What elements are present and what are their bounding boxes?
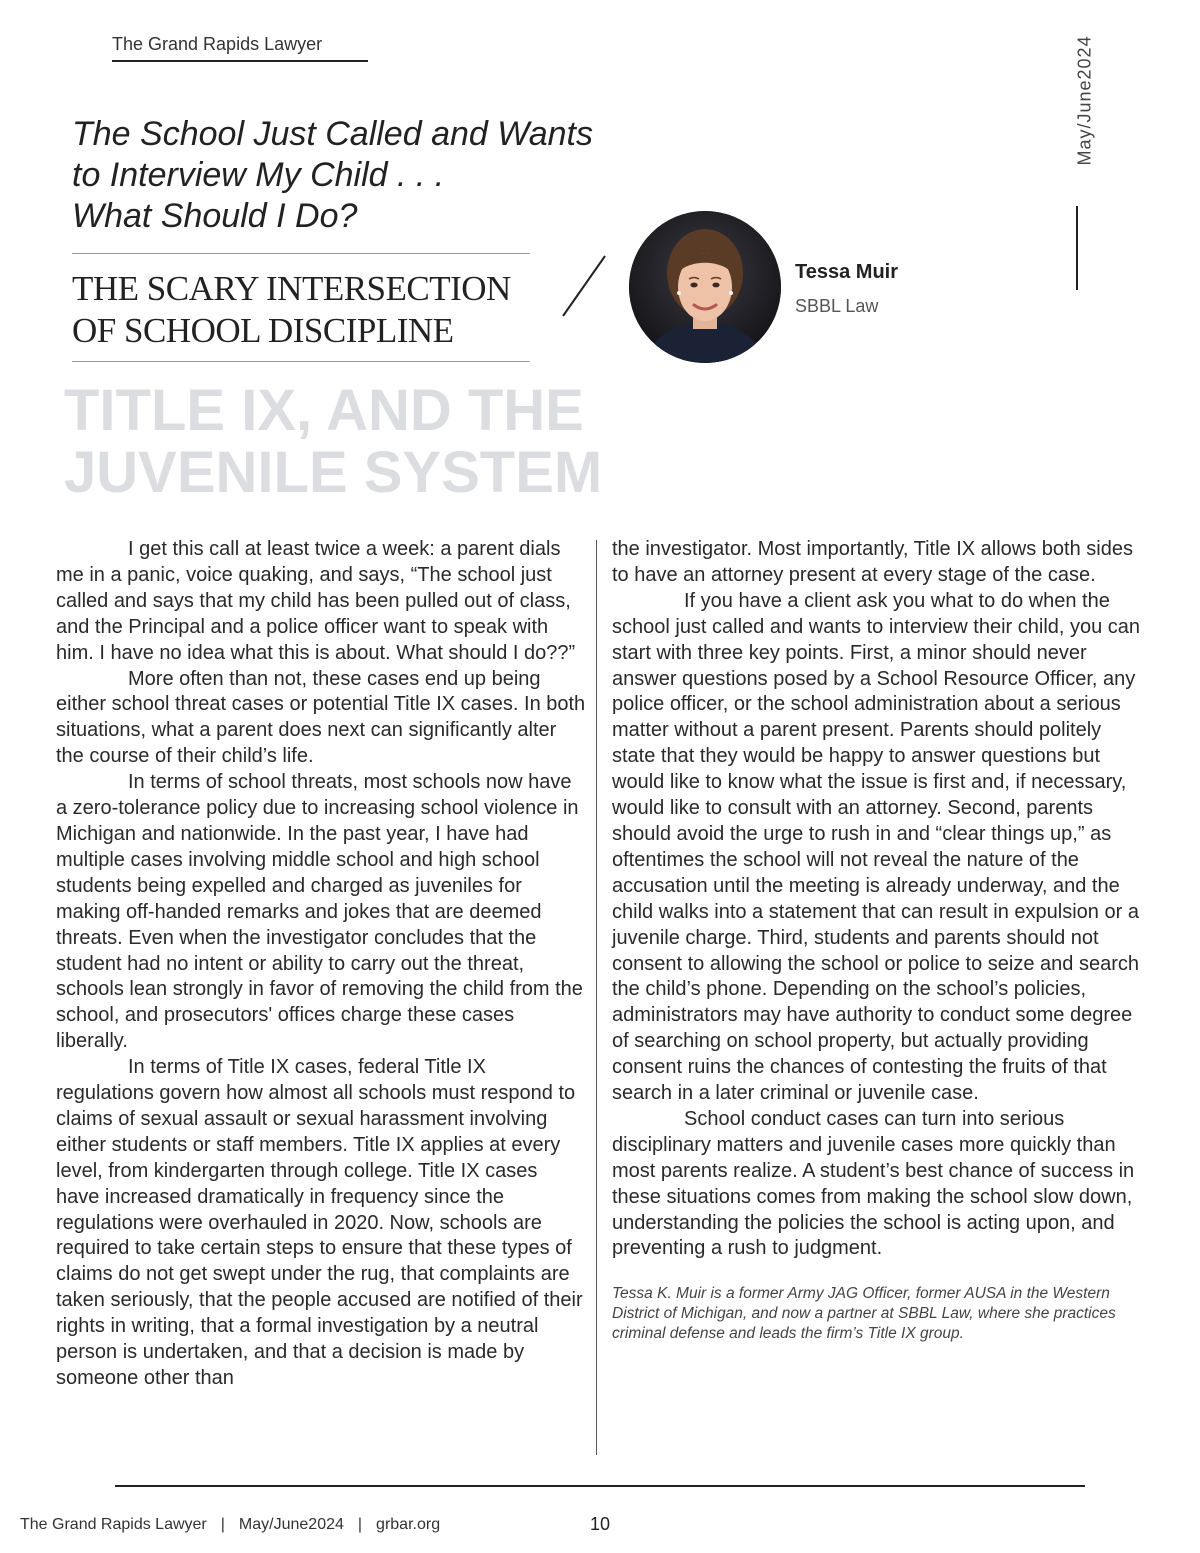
slash-divider-icon xyxy=(560,254,610,318)
body-paragraph: In terms of school threats, most schools now have a zero-tolerance policy due to increasing school violence in Michigan and nationwide. In the past year, I have had multiple cases involving middle school and high school students being expelled and charged as juveniles for making off-handed remarks and jokes that are deemed threats. Even when the investigator concludes that the student had no intent or ability to carry out the threat, schools lean strongly in favor of removing the child from the school, and prosecutors' offices charge these cases liberally. xyxy=(56,771,583,1053)
article-column-left xyxy=(56,537,586,1392)
ghost-heading-line: TITLE IX, AND THE xyxy=(64,378,584,443)
article-title xyxy=(72,114,612,237)
article-title-line: What Should I Do? xyxy=(72,197,358,235)
article-subtitle xyxy=(72,268,552,352)
footer-publication: The Grand Rapids Lawyer xyxy=(20,1516,207,1533)
article-subtitle-line: OF SCHOOL DISCIPLINE xyxy=(72,311,454,350)
body-paragraph: I get this call at least twice a week: a parent dials me in a panic, voice quaking, and says, “The school just called and says that my child has been pulled out of class, and the Principal and a police officer want to speak with him. I have no idea what this is about. What should I do??” xyxy=(56,538,576,664)
author-organization: SBBL Law xyxy=(795,296,879,316)
title-divider-top xyxy=(72,253,530,254)
body-paragraph: In terms of Title IX cases, federal Title IX regulations govern how almost all schools must respond to claims of sexual assault or sexual harassment involving either students or staff members. Title IX applies at every level, from kindergarten through college. Title IX cases have increased dramatically in frequency since the regulations were overhauled in 2020. Now, schools are required to take certain steps to ensure that these types of claims do not get swept under the rug, that complaints are taken seriously, that the people accused are notified of their rights in writing, that a formal investigation by a neutral person is undertaken, and that a decision is made by someone other than xyxy=(56,1056,583,1389)
footer-website-link[interactable]: grbar.org xyxy=(376,1516,441,1533)
header-publication-name: The Grand Rapids Lawyer xyxy=(112,34,323,54)
body-paragraph: School conduct cases can turn into serious disciplinary matters and juvenile cases more quickly than most parents realize. A student’s best chance of success in these situations comes from making the school slow down, understanding the policies the school is acting upon, and preventing a rush to judgment. xyxy=(612,1107,1135,1260)
article-title-line: The School Just Called and Wants xyxy=(72,115,593,153)
header-vertical-rule xyxy=(1076,206,1078,290)
page-number: 10 xyxy=(590,1514,611,1534)
footer-rule xyxy=(115,1485,1085,1487)
author-name: Tessa Muir xyxy=(795,261,898,283)
author-bio: Tessa K. Muir is a former Army JAG Officer, former AUSA in the Western District of Michigan, and now a partner at SBBL Law, where she practices criminal defense and leads the firm’s Title IX group. xyxy=(612,1285,1116,1343)
footer-separator: | xyxy=(357,1516,363,1533)
body-paragraph-continued: the investigator. Most importantly, Title IX allows both sides to have an attorney present at every stage of the case. xyxy=(612,538,1133,586)
ghost-heading-line: JUVENILE SYSTEM xyxy=(64,440,603,505)
article-subtitle-line: THE SCARY INTERSECTION xyxy=(72,269,511,308)
footer-separator: | xyxy=(220,1516,225,1533)
article-title-line: to Interview My Child . . . xyxy=(72,156,445,194)
ghost-heading xyxy=(64,380,624,504)
author-photo-icon xyxy=(629,211,781,363)
article-column-right xyxy=(612,537,1147,1344)
title-divider-bottom xyxy=(72,361,530,362)
body-paragraph: If you have a client ask you what to do when the school just called and wants to interview their child, you can start with three key points. First, a minor should never answer questions posed by a School Resource Officer, any police officer, or the school administration about a serious matter without a parent present. Parents should politely state that they would be happy to answer questions but would like to know what the issue is first and, if necessary, would like to consult with an attorney. Second, parents should avoid the urge to rush in and “clear things up,” as oftentimes the school will not reveal the nature of the accusation until the meeting is already underway, and the child walks into a statement that can result in expulsion or a juvenile charge. Third, students and parents should not consent to allowing the school or police to seize and search the child’s phone. Depending on the school’s policies, administrators may have authority to conduct some degree of searching on school property, but actually providing consent ruins the chances of contesting the fruits of that search in a later criminal or juvenile case. xyxy=(612,589,1141,1105)
footer-issue: May/June2024 xyxy=(238,1516,344,1533)
body-paragraph: More often than not, these cases end up being either school threat cases or potential Title IX cases. In both situations, what a parent does next can significantly alter the course of their child’s life. xyxy=(56,667,586,768)
header-issue-vertical: May/June2024 xyxy=(1074,35,1095,166)
header-underline xyxy=(112,60,368,62)
footer-text xyxy=(20,1516,440,1534)
column-divider xyxy=(596,540,597,1455)
